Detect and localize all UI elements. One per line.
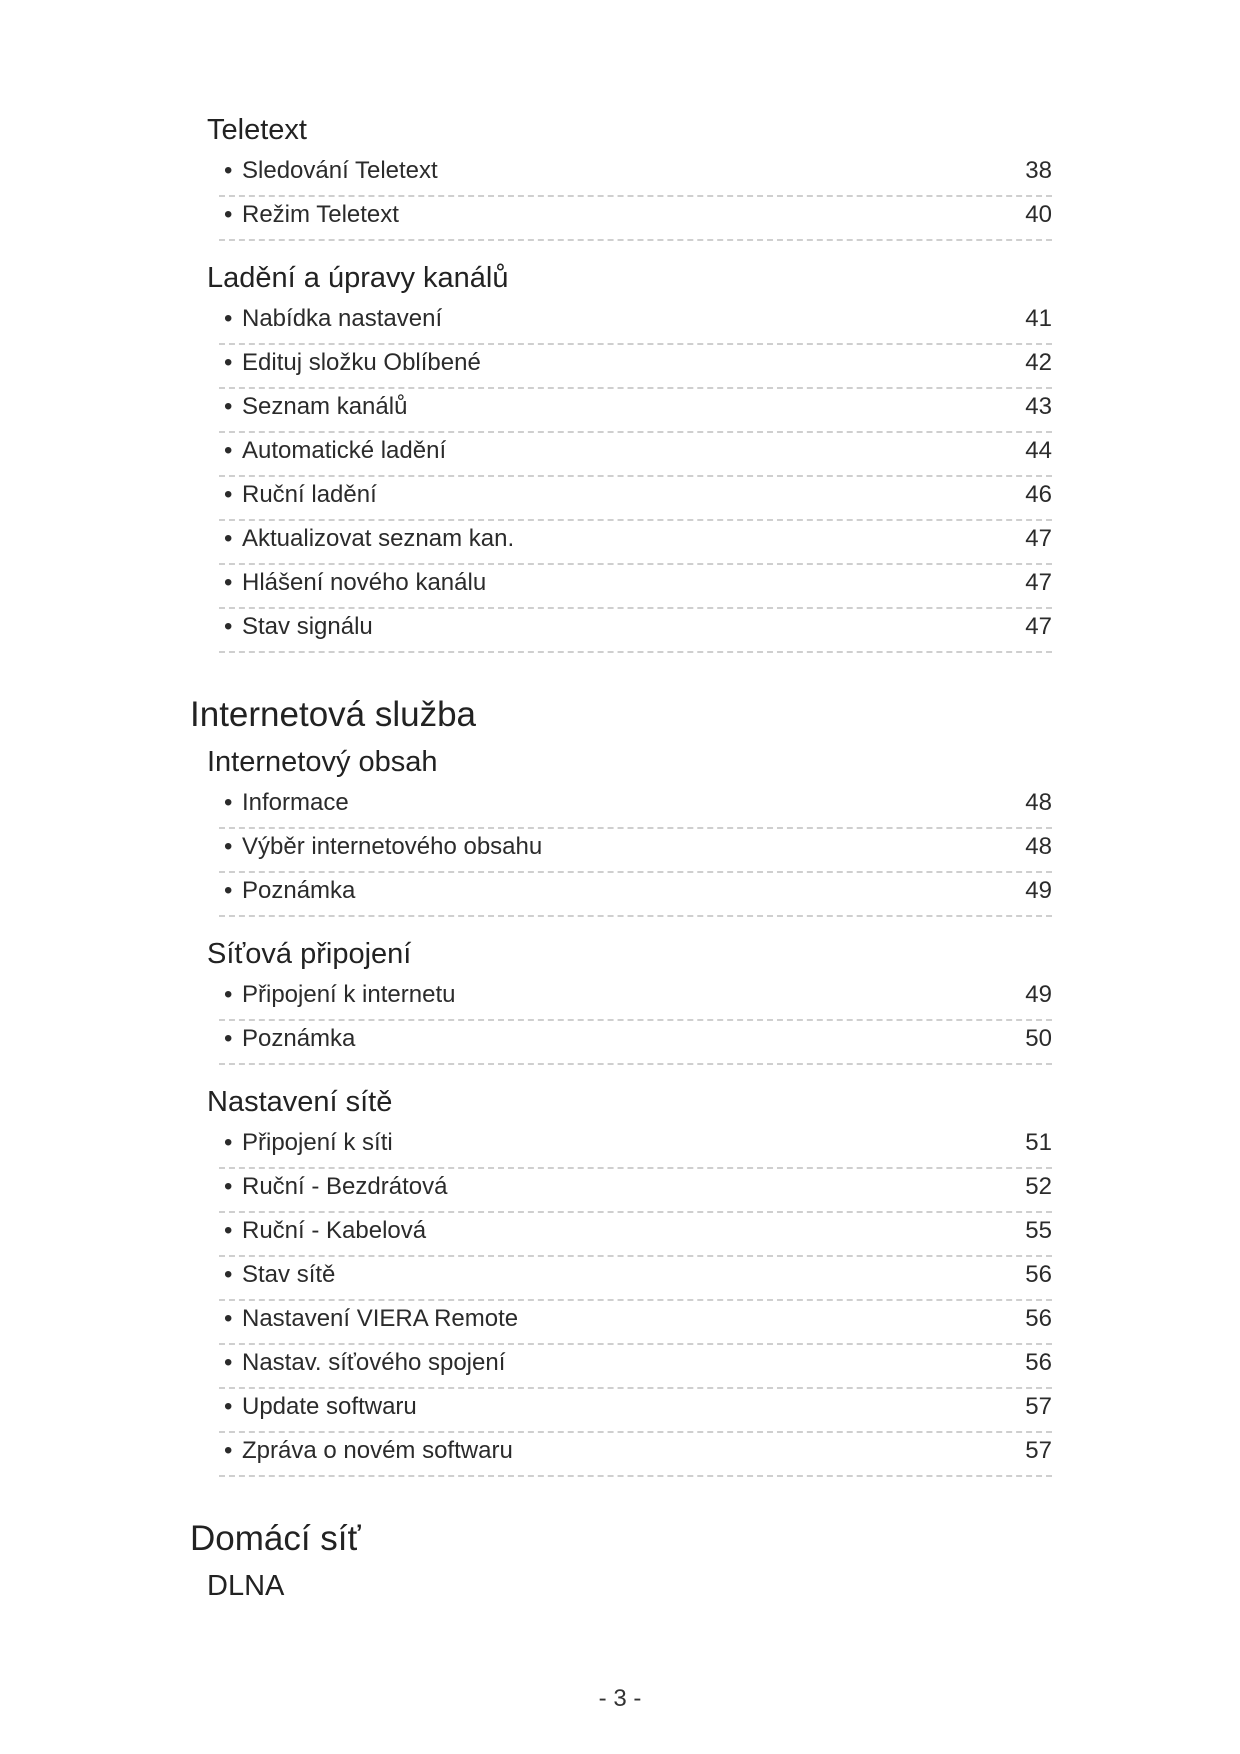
toc-entry[interactable] [219, 1433, 1052, 1477]
section-heading: Teletext [207, 114, 307, 146]
section-heading: Nastavení sítě [207, 1086, 393, 1118]
toc-entry[interactable] [219, 1301, 1052, 1345]
toc-entry[interactable] [219, 521, 1052, 565]
toc-entry[interactable] [219, 345, 1052, 389]
section-heading: Síťová připojení [207, 938, 412, 970]
bullet-icon: • [224, 1437, 233, 1464]
bullet-icon: • [224, 437, 233, 464]
toc-entry-page: 47 [1025, 525, 1052, 552]
bullet-icon: • [224, 1349, 233, 1376]
bullet-icon: • [224, 981, 233, 1008]
toc-entry-page: 44 [1025, 437, 1052, 464]
toc-entry-label: Nastavení VIERA Remote [242, 1305, 519, 1332]
toc-entry-page: 43 [1025, 393, 1052, 420]
toc-entry-page: 47 [1025, 613, 1052, 640]
section-heading: DLNA [207, 1570, 285, 1602]
toc-entry-page: 42 [1025, 349, 1052, 376]
toc-entry-label: Automatické ladění [242, 437, 447, 464]
toc-entry[interactable] [219, 153, 1052, 197]
bullet-icon: • [224, 525, 233, 552]
toc-entry-page: 48 [1025, 789, 1052, 816]
toc-entry-label: Sledování Teletext [242, 157, 438, 184]
toc-entry-label: Aktualizovat seznam kan. [242, 525, 515, 552]
toc-entry-page: 41 [1025, 305, 1052, 332]
toc-entry-label: Nastav. síťového spojení [242, 1349, 506, 1376]
toc-entry-page: 46 [1025, 481, 1052, 508]
toc-entry-page: 50 [1025, 1025, 1052, 1052]
toc-entry[interactable] [219, 1213, 1052, 1257]
bullet-icon: • [224, 1025, 233, 1052]
toc-entry[interactable] [219, 829, 1052, 873]
toc-entry-page: 49 [1025, 981, 1052, 1008]
toc-entry[interactable] [219, 1021, 1052, 1065]
bullet-icon: • [224, 877, 233, 904]
toc-entry[interactable] [219, 785, 1052, 829]
bullet-icon: • [224, 1173, 233, 1200]
toc-entry[interactable] [219, 1389, 1052, 1433]
bullet-icon: • [224, 349, 233, 376]
toc-entry-label: Stav signálu [242, 613, 373, 640]
toc-entry-label: Edituj složku Oblíbené [242, 349, 481, 376]
toc-entry[interactable] [219, 565, 1052, 609]
toc-entry[interactable] [219, 477, 1052, 521]
toc-entry[interactable] [219, 301, 1052, 345]
toc-entry[interactable] [219, 197, 1052, 241]
toc-entry-label: Seznam kanálů [242, 393, 408, 420]
toc-entry-page: 40 [1025, 201, 1052, 228]
toc-entry-page: 49 [1025, 877, 1052, 904]
bullet-icon: • [224, 481, 233, 508]
toc-entry-page: 57 [1025, 1393, 1052, 1420]
toc-entry-label: Hlášení nového kanálu [242, 569, 487, 596]
toc-entry[interactable] [219, 433, 1052, 477]
toc-entry-label: Nabídka nastavení [242, 305, 443, 332]
toc-entry-page: 51 [1025, 1129, 1052, 1156]
toc-entry[interactable] [219, 389, 1052, 433]
toc-entry-page: 38 [1025, 157, 1052, 184]
toc-entry-page: 56 [1025, 1261, 1052, 1288]
toc-entry-label: Režim Teletext [242, 201, 399, 228]
toc-entry-page: 48 [1025, 833, 1052, 860]
toc-entry-page: 47 [1025, 569, 1052, 596]
toc-entry-label: Připojení k internetu [242, 981, 456, 1008]
bullet-icon: • [224, 1261, 233, 1288]
toc-entry-label: Ruční - Kabelová [242, 1217, 427, 1244]
toc-entry-label: Poznámka [242, 1025, 356, 1052]
bullet-icon: • [224, 1217, 233, 1244]
bullet-icon: • [224, 1305, 233, 1332]
bullet-icon: • [224, 1393, 233, 1420]
toc-entry[interactable] [219, 977, 1052, 1021]
toc-entry-page: 56 [1025, 1305, 1052, 1332]
toc-entry[interactable] [219, 873, 1052, 917]
toc-entry-label: Stav sítě [242, 1261, 336, 1288]
toc-entry-label: Update softwaru [242, 1393, 417, 1420]
toc-entry[interactable] [219, 609, 1052, 653]
bullet-icon: • [224, 569, 233, 596]
bullet-icon: • [224, 157, 233, 184]
toc-entry[interactable] [219, 1345, 1052, 1389]
chapter-heading: Domácí síť [190, 1519, 361, 1558]
toc-entry-label: Připojení k síti [242, 1129, 393, 1156]
toc-entry-page: 55 [1025, 1217, 1052, 1244]
toc-entry-label: Informace [242, 789, 349, 816]
toc-entry[interactable] [219, 1257, 1052, 1301]
bullet-icon: • [224, 789, 233, 816]
toc-entry-label: Ruční ladění [242, 481, 377, 508]
toc-entry-page: 52 [1025, 1173, 1052, 1200]
toc-entry-label: Zpráva o novém softwaru [242, 1437, 513, 1464]
toc-entry[interactable] [219, 1169, 1052, 1213]
toc-entry-label: Poznámka [242, 877, 356, 904]
page-number: - 3 - [598, 1685, 642, 1712]
bullet-icon: • [224, 833, 233, 860]
toc-entry-page: 57 [1025, 1437, 1052, 1464]
toc-entry-page: 56 [1025, 1349, 1052, 1376]
section-heading: Internetový obsah [207, 746, 438, 778]
toc-entry-label: Výběr internetového obsahu [242, 833, 543, 860]
bullet-icon: • [224, 201, 233, 228]
bullet-icon: • [224, 305, 233, 332]
section-heading: Ladění a úpravy kanálů [207, 262, 509, 294]
bullet-icon: • [224, 613, 233, 640]
bullet-icon: • [224, 1129, 233, 1156]
chapter-heading: Internetová služba [190, 695, 477, 734]
toc-entry-label: Ruční - Bezdrátová [242, 1173, 448, 1200]
toc-entry[interactable] [219, 1125, 1052, 1169]
bullet-icon: • [224, 393, 233, 420]
